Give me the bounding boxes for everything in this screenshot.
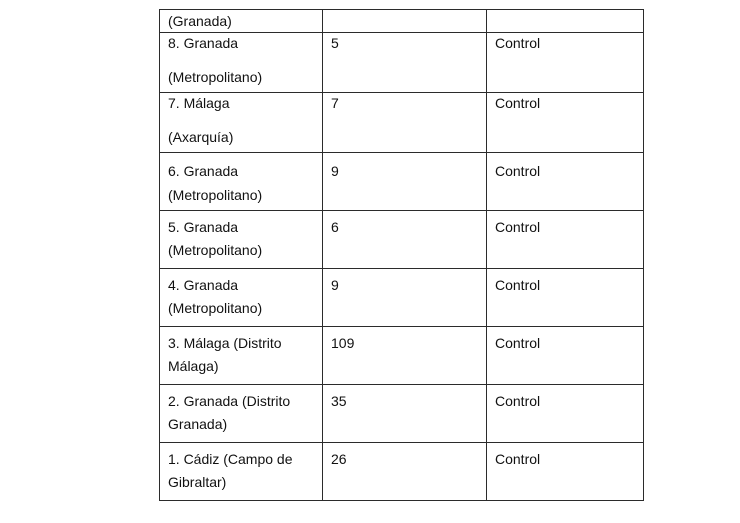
count-value: 9 bbox=[331, 277, 339, 293]
group-cell bbox=[487, 33, 644, 93]
region-sublabel: (Metropolitano) bbox=[168, 187, 263, 203]
group-cell bbox=[487, 327, 644, 385]
region-cell bbox=[160, 211, 323, 269]
region-label: 4. Granada bbox=[168, 277, 239, 293]
count-cell bbox=[323, 211, 487, 269]
count-cell bbox=[323, 443, 487, 501]
region-label: 7. Málaga bbox=[168, 95, 230, 111]
region-cell bbox=[160, 33, 323, 93]
region-cell bbox=[160, 327, 323, 385]
table-row bbox=[160, 93, 644, 153]
district-table bbox=[159, 9, 644, 501]
count-value: 5 bbox=[331, 35, 339, 51]
region-cell bbox=[160, 443, 323, 501]
table-row bbox=[160, 443, 644, 501]
region-label: 5. Granada bbox=[168, 219, 239, 235]
table-row bbox=[160, 269, 644, 327]
group-value: Control bbox=[495, 35, 541, 51]
region-sublabel: Granada) bbox=[168, 416, 228, 432]
group-cell bbox=[487, 93, 644, 153]
region-cell bbox=[160, 385, 323, 443]
count-cell bbox=[323, 10, 487, 33]
count-value: 7 bbox=[331, 95, 339, 111]
region-label: 6. Granada bbox=[168, 163, 239, 179]
count-value: 9 bbox=[331, 163, 339, 179]
count-cell bbox=[323, 327, 487, 385]
group-value: Control bbox=[495, 163, 541, 179]
group-cell bbox=[487, 269, 644, 327]
group-cell bbox=[487, 385, 644, 443]
region-label: 1. Cádiz (Campo de bbox=[168, 451, 293, 467]
region-label: 2. Granada (Distrito bbox=[168, 393, 291, 409]
group-value: Control bbox=[495, 451, 541, 467]
region-cell bbox=[160, 10, 323, 33]
count-value: 26 bbox=[331, 451, 347, 467]
table-row bbox=[160, 153, 644, 211]
group-value: Control bbox=[495, 219, 541, 235]
group-value: Control bbox=[495, 95, 541, 111]
count-cell bbox=[323, 153, 487, 211]
region-label: 8. Granada bbox=[168, 35, 239, 51]
group-cell bbox=[487, 10, 644, 33]
table-row bbox=[160, 211, 644, 269]
region-sublabel: Gibraltar) bbox=[168, 474, 227, 490]
region-label: 3. Málaga (Distrito bbox=[168, 335, 282, 351]
group-value: Control bbox=[495, 277, 541, 293]
region-label: (Granada) bbox=[168, 13, 232, 29]
table-row bbox=[160, 385, 644, 443]
count-cell bbox=[323, 33, 487, 93]
count-value: 6 bbox=[331, 219, 339, 235]
group-cell bbox=[487, 443, 644, 501]
region-sublabel: (Metropolitano) bbox=[168, 69, 263, 85]
table-row bbox=[160, 327, 644, 385]
region-sublabel: (Metropolitano) bbox=[168, 300, 263, 316]
count-value: 35 bbox=[331, 393, 347, 409]
group-cell bbox=[487, 211, 644, 269]
group-cell bbox=[487, 153, 644, 211]
region-sublabel: (Axarquía) bbox=[168, 129, 234, 145]
region-sublabel: Málaga) bbox=[168, 358, 219, 374]
count-value: 109 bbox=[331, 335, 355, 351]
count-cell bbox=[323, 269, 487, 327]
count-cell bbox=[323, 385, 487, 443]
region-sublabel: (Metropolitano) bbox=[168, 242, 263, 258]
count-cell bbox=[323, 93, 487, 153]
table-row bbox=[160, 33, 644, 93]
table-row bbox=[160, 10, 644, 33]
region-cell bbox=[160, 93, 323, 153]
group-value: Control bbox=[495, 335, 541, 351]
region-cell bbox=[160, 153, 323, 211]
group-value: Control bbox=[495, 393, 541, 409]
region-cell bbox=[160, 269, 323, 327]
